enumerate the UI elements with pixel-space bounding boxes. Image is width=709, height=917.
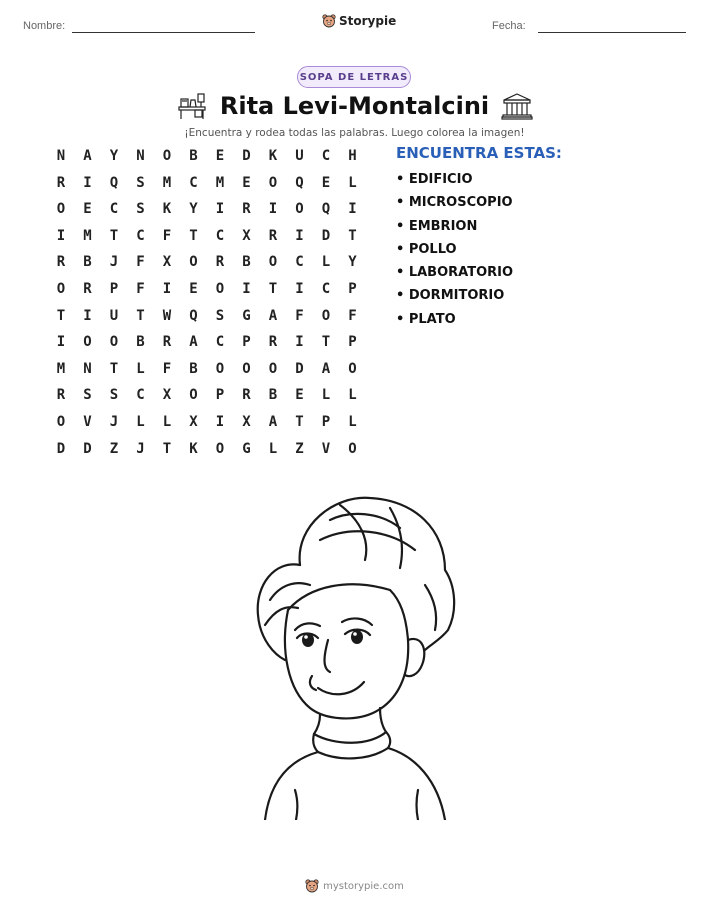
list-item: • PLATO [396,311,456,327]
grid-letter[interactable]: C [215,227,225,244]
activity-badge: SOPA DE LETRAS [297,66,411,88]
grid-letter[interactable]: K [189,440,198,457]
brand-logo [322,14,396,28]
list-item: • EDIFICIO [396,172,473,187]
name-label: Nombre: [23,20,66,32]
grid-letter[interactable]: T [109,360,119,377]
grid-letter[interactable]: I [268,201,278,218]
footer [0,879,709,893]
grid-letter[interactable]: I [348,201,357,218]
grid-letter[interactable]: T [162,440,172,457]
word-list [396,170,513,333]
grid-letter[interactable]: O [189,254,198,271]
grid-letter[interactable]: L [348,414,357,430]
grid-letter[interactable]: P [348,281,357,297]
grid-letter[interactable]: L [348,387,357,404]
lab-desk-icon [176,92,208,120]
grid-letter[interactable]: O [268,174,278,191]
grid-letter[interactable]: C [215,334,225,351]
grid-letter[interactable]: O [83,334,92,351]
grid-letter[interactable]: R [242,201,251,218]
grid-letter[interactable]: R [215,254,225,271]
list-item: • LABORATORIO [396,265,514,281]
grid-letter[interactable]: S [109,387,119,404]
grid-letter[interactable]: E [321,174,331,191]
grid-letter[interactable]: A [321,360,331,377]
grid-letter[interactable]: L [321,387,331,404]
grid-letter[interactable]: O [162,148,172,164]
grid-letter[interactable]: P [215,387,225,404]
grid-letter[interactable]: T [268,281,278,297]
grid-letter[interactable]: T [348,227,357,244]
grid-letter[interactable]: I [295,334,304,351]
grid-letter[interactable]: F [348,307,357,324]
grid-letter[interactable]: I [56,334,66,351]
page-title: Rita Levi-Montalcini [219,92,490,120]
grid-letter[interactable]: V [83,414,92,430]
grid-letter[interactable]: O [215,360,225,377]
grid-letter[interactable]: X [189,414,198,430]
grid-letter[interactable]: I [295,281,304,297]
grid-letter[interactable]: C [136,387,145,404]
grid-letter[interactable]: G [242,440,251,457]
grid-letter[interactable]: R [56,387,66,404]
grid-letter[interactable]: C [189,174,198,191]
grid-letter[interactable]: D [242,148,251,164]
grid-letter[interactable]: R [242,387,251,404]
grid-letter[interactable]: L [348,174,357,191]
grid-letter[interactable]: C [109,201,119,218]
grid-letter[interactable]: T [56,307,66,324]
grid-letter[interactable]: Q [295,174,304,191]
grid-letter[interactable]: R [268,227,278,244]
grid-letter[interactable]: U [295,148,304,164]
grid-letter[interactable]: C [321,148,331,164]
grid-letter[interactable]: B [189,148,198,164]
grid-letter[interactable]: B [268,387,278,404]
grid-letter[interactable]: Z [109,440,119,457]
grid-letter[interactable]: B [83,254,92,271]
grid-letter[interactable]: P [242,334,251,351]
grid-letter[interactable]: E [215,148,225,164]
list-item: • EMBRION [396,218,478,234]
grid-letter[interactable]: Q [321,201,331,218]
grid-letter[interactable]: O [348,440,357,457]
grid-letter[interactable]: I [162,281,172,297]
grid-letter[interactable]: R [56,174,66,191]
grid-letter[interactable]: K [162,201,172,218]
grid-letter[interactable]: T [295,414,304,430]
grid-letter[interactable]: A [189,334,198,351]
grid-letter[interactable]: Q [109,174,119,191]
grid-letter[interactable]: S [136,174,145,191]
grid-letter[interactable]: F [136,254,145,271]
grid-letter[interactable]: P [348,334,357,351]
grid-letter[interactable]: I [215,414,225,430]
grid-letter[interactable]: R [56,254,66,271]
grid-letter[interactable]: K [268,148,278,164]
grid-letter[interactable]: D [321,227,331,244]
grid-letter[interactable]: J [136,440,145,457]
grid-letter[interactable]: H [348,148,357,164]
grid-letter[interactable]: P [109,281,119,297]
grid-letter[interactable]: J [109,254,119,271]
grid-letter[interactable]: L [321,254,331,271]
grid-letter[interactable]: F [162,227,172,244]
grid-letter[interactable]: L [136,360,145,377]
grid-letter[interactable]: X [242,414,251,430]
grid-letter[interactable]: F [162,360,172,377]
bear-icon [322,14,336,28]
grid-letter[interactable]: A [83,148,92,164]
grid-letter[interactable]: T [109,227,119,244]
grid-letter[interactable]: L [268,440,278,457]
grid-letter[interactable]: T [189,227,198,244]
grid-letter[interactable]: Z [295,440,304,457]
grid-letter[interactable]: U [109,307,119,324]
grid-letter[interactable]: I [295,227,304,244]
grid-letter[interactable]: C [136,227,145,244]
grid-letter[interactable]: M [83,227,92,244]
grid-letter[interactable]: L [136,414,145,430]
list-item: • DORMITORIO [396,288,505,304]
grid-letter[interactable]: M [56,360,66,377]
grid-letter[interactable]: D [83,440,92,457]
grid-letter[interactable]: W [162,307,172,324]
grid-letter[interactable]: V [321,440,331,457]
building-icon [501,92,533,120]
grid-letter[interactable]: Y [189,201,198,218]
grid-letter[interactable]: O [56,201,66,218]
grid-letter[interactable]: A [268,414,278,430]
grid-letter[interactable]: B [189,360,198,377]
grid-letter[interactable]: X [162,387,172,404]
grid-letter[interactable]: E [295,387,304,404]
grid-letter[interactable]: F [295,307,304,324]
grid-letter[interactable]: X [242,227,251,244]
grid-letter[interactable]: I [215,201,225,218]
grid-letter[interactable]: O [215,281,225,297]
grid-letter[interactable]: E [242,174,251,191]
grid-letter[interactable]: O [268,360,278,377]
grid-letter[interactable]: N [83,360,92,377]
grid-letter[interactable]: O [268,254,278,271]
bear-icon [305,879,319,893]
grid-letter[interactable]: B [242,254,251,271]
grid-letter[interactable]: O [56,281,66,297]
grid-letter[interactable]: N [136,148,145,164]
grid-letter[interactable]: O [189,387,198,404]
grid-letter[interactable]: R [83,281,92,297]
grid-letter[interactable]: S [83,387,92,404]
grid-letter[interactable]: D [56,440,66,457]
grid-letter[interactable]: E [83,201,92,218]
grid-letter[interactable]: T [136,307,145,324]
grid-letter[interactable]: P [321,414,331,430]
grid-letter[interactable]: O [348,360,357,377]
grid-letter[interactable]: I [242,281,251,297]
name-field[interactable] [72,32,255,33]
grid-letter[interactable]: F [136,281,145,297]
grid-letter[interactable]: E [189,281,198,297]
grid-letter[interactable]: S [215,307,225,324]
brand-name: Storypie [339,14,397,28]
grid-letter[interactable]: O [56,414,66,430]
grid-letter[interactable]: I [56,227,66,244]
list-item: • MICROSCOPIO [396,195,513,211]
grid-letter[interactable]: Y [109,148,119,164]
grid-letter[interactable]: O [109,334,119,351]
grid-letter[interactable]: M [215,174,225,191]
grid-letter[interactable]: Q [189,307,198,324]
grid-letter[interactable]: I [83,174,92,191]
coloring-portrait [240,490,470,820]
grid-letter[interactable]: N [56,148,66,164]
list-item: • POLLO [396,241,457,257]
grid-letter[interactable]: R [268,334,278,351]
grid-letter[interactable]: C [321,281,331,297]
grid-letter[interactable]: O [295,201,304,218]
grid-letter[interactable]: Y [348,254,357,271]
grid-letter[interactable]: O [321,307,331,324]
grid-letter[interactable]: S [136,201,145,218]
grid-letter[interactable]: J [109,414,119,430]
grid-letter[interactable]: O [215,440,225,457]
word-list-title: ENCUENTRA ESTAS: [396,144,562,162]
grid-letter[interactable]: G [242,307,251,324]
grid-letter[interactable]: C [295,254,304,271]
instructions: ¡Encuentra y rodea todas las palabras. Luego colorea la imagen! [184,127,525,139]
grid-letter[interactable]: M [162,174,172,191]
grid-letter[interactable]: L [162,414,172,430]
grid-letter[interactable]: D [295,360,304,377]
title-row [0,92,709,120]
grid-letter[interactable]: I [83,307,92,324]
grid-letter[interactable]: A [268,307,278,324]
grid-letter[interactable]: O [242,360,251,377]
date-field[interactable] [538,32,686,33]
footer-url[interactable]: mystorypie.com [323,880,404,892]
grid-letter[interactable]: T [321,334,331,351]
grid-letter[interactable]: B [136,334,145,351]
grid-letter[interactable]: X [162,254,172,271]
date-label: Fecha: [492,20,526,32]
grid-letter[interactable]: R [162,334,172,351]
